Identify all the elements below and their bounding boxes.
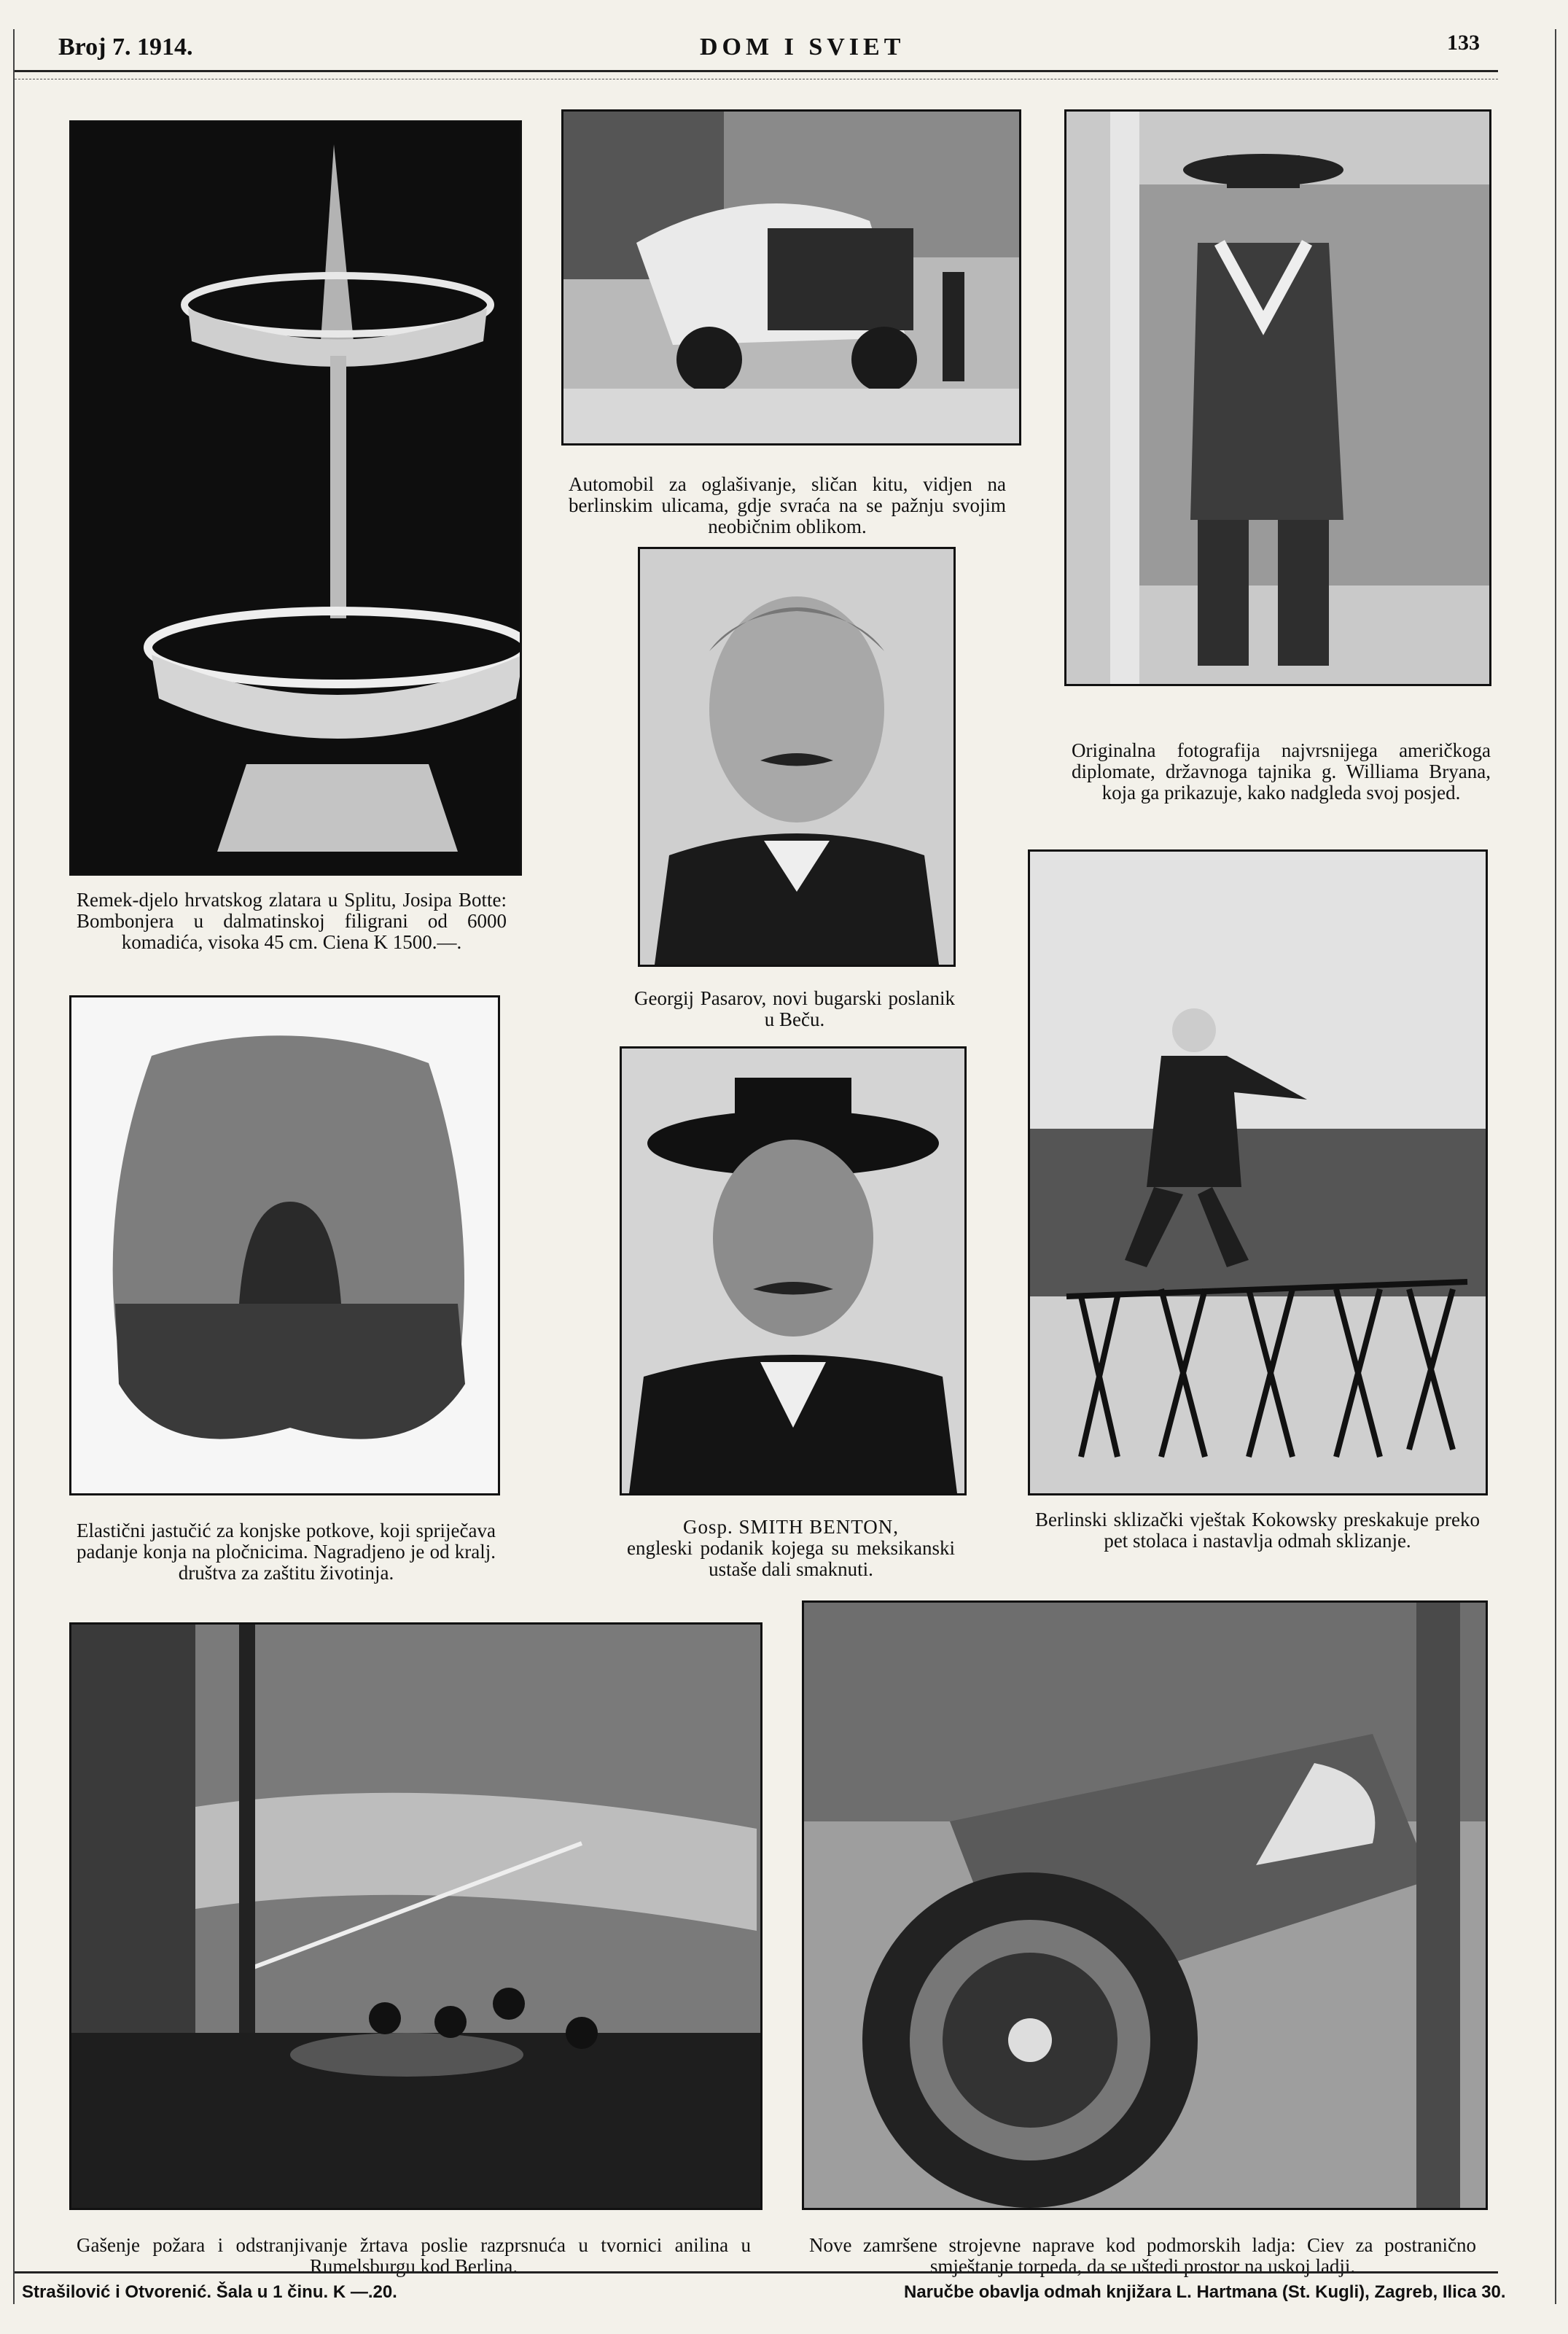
pasarov-caption: Georgij Pasarov, novi bugarski poslanik u Beču. [634,987,955,1030]
skater-caption: Berlinski sklizački vještak Kokowsky preskakuje preko pet stolaca i nastavlja odmah sklizanje. [1035,1509,1480,1552]
footer-advert-right: Naručbe obavlja odmah knjižara L. Hartmana (St. Kugli), Zagreb, Ilica 30. [904,2282,1506,2302]
fire-caption: Gašenje požara i odstranjivanje žrtava poslie razprsnuća u tvornici anilina u Rumelsburgu kod Berlina. [77,2234,751,2277]
whale-car-caption: Automobil za oglašivanje, sličan kitu, vidjen na berlinskim ulicama, gdje svraća na se pažnju svojim neobičnim oblikom. [569,473,1006,537]
torpedo-photo [802,1600,1488,2210]
bryan-caption: Originalna fotografija najvrsnijega američkoga diplomate, državnoga tajnika g. Williama Bryana, koja ga prikazuje, kako nadgleda svoj posjed. [1072,739,1491,804]
pasarov-photo [638,547,956,967]
torpedo-caption: Nove zamršene strojevne naprave kod podmorskih ladja: Ciev za postranično smještanje torpeda, da se uštedi prostor na uskoj ladji. [809,2234,1476,2277]
bryan-photo [1064,109,1491,686]
benton-caption: engleski podanik kojega su meksikanski ustaše dali smaknuti. [627,1537,955,1580]
horseshoe-pad-photo [69,995,500,1495]
bonbonniere-caption: Remek-djelo hrvatskog zlatara u Splitu, Josipa Botte: Bombonjera u dalmatinskoj filigrani od 6000 komadića, visoka 45 cm. Ciena K 1500.—. [77,889,507,953]
bonbonniere-photo [69,120,522,876]
page-number: 133 [1447,31,1480,55]
footer-rule [15,2271,1498,2273]
benton-caption-block [627,1517,955,1580]
benton-photo [620,1046,967,1495]
right-margin-rule [1555,29,1556,2304]
footer-advert-left: Strašilović i Otvorenić. Šala u 1 činu. K —.20. [22,2282,397,2302]
header-rule [15,70,1498,72]
skater-photo [1028,849,1488,1495]
fire-photo [69,1622,762,2210]
left-margin-rule [13,29,15,2304]
masthead-title: DOM I SVIET [700,34,905,61]
benton-caption-name: Gosp. SMITH BENTON, [682,1516,899,1538]
page-header [15,29,1487,66]
issue-number: Broj 7. 1914. [58,34,193,61]
horseshoe-pad-caption: Elastični jastučić za konjske potkove, koji spriječava padanje konja na pločnicima. Nagradjeno je od kralj. društva za zaštitu životinja. [77,1520,496,1584]
whale-car-photo [561,109,1021,446]
